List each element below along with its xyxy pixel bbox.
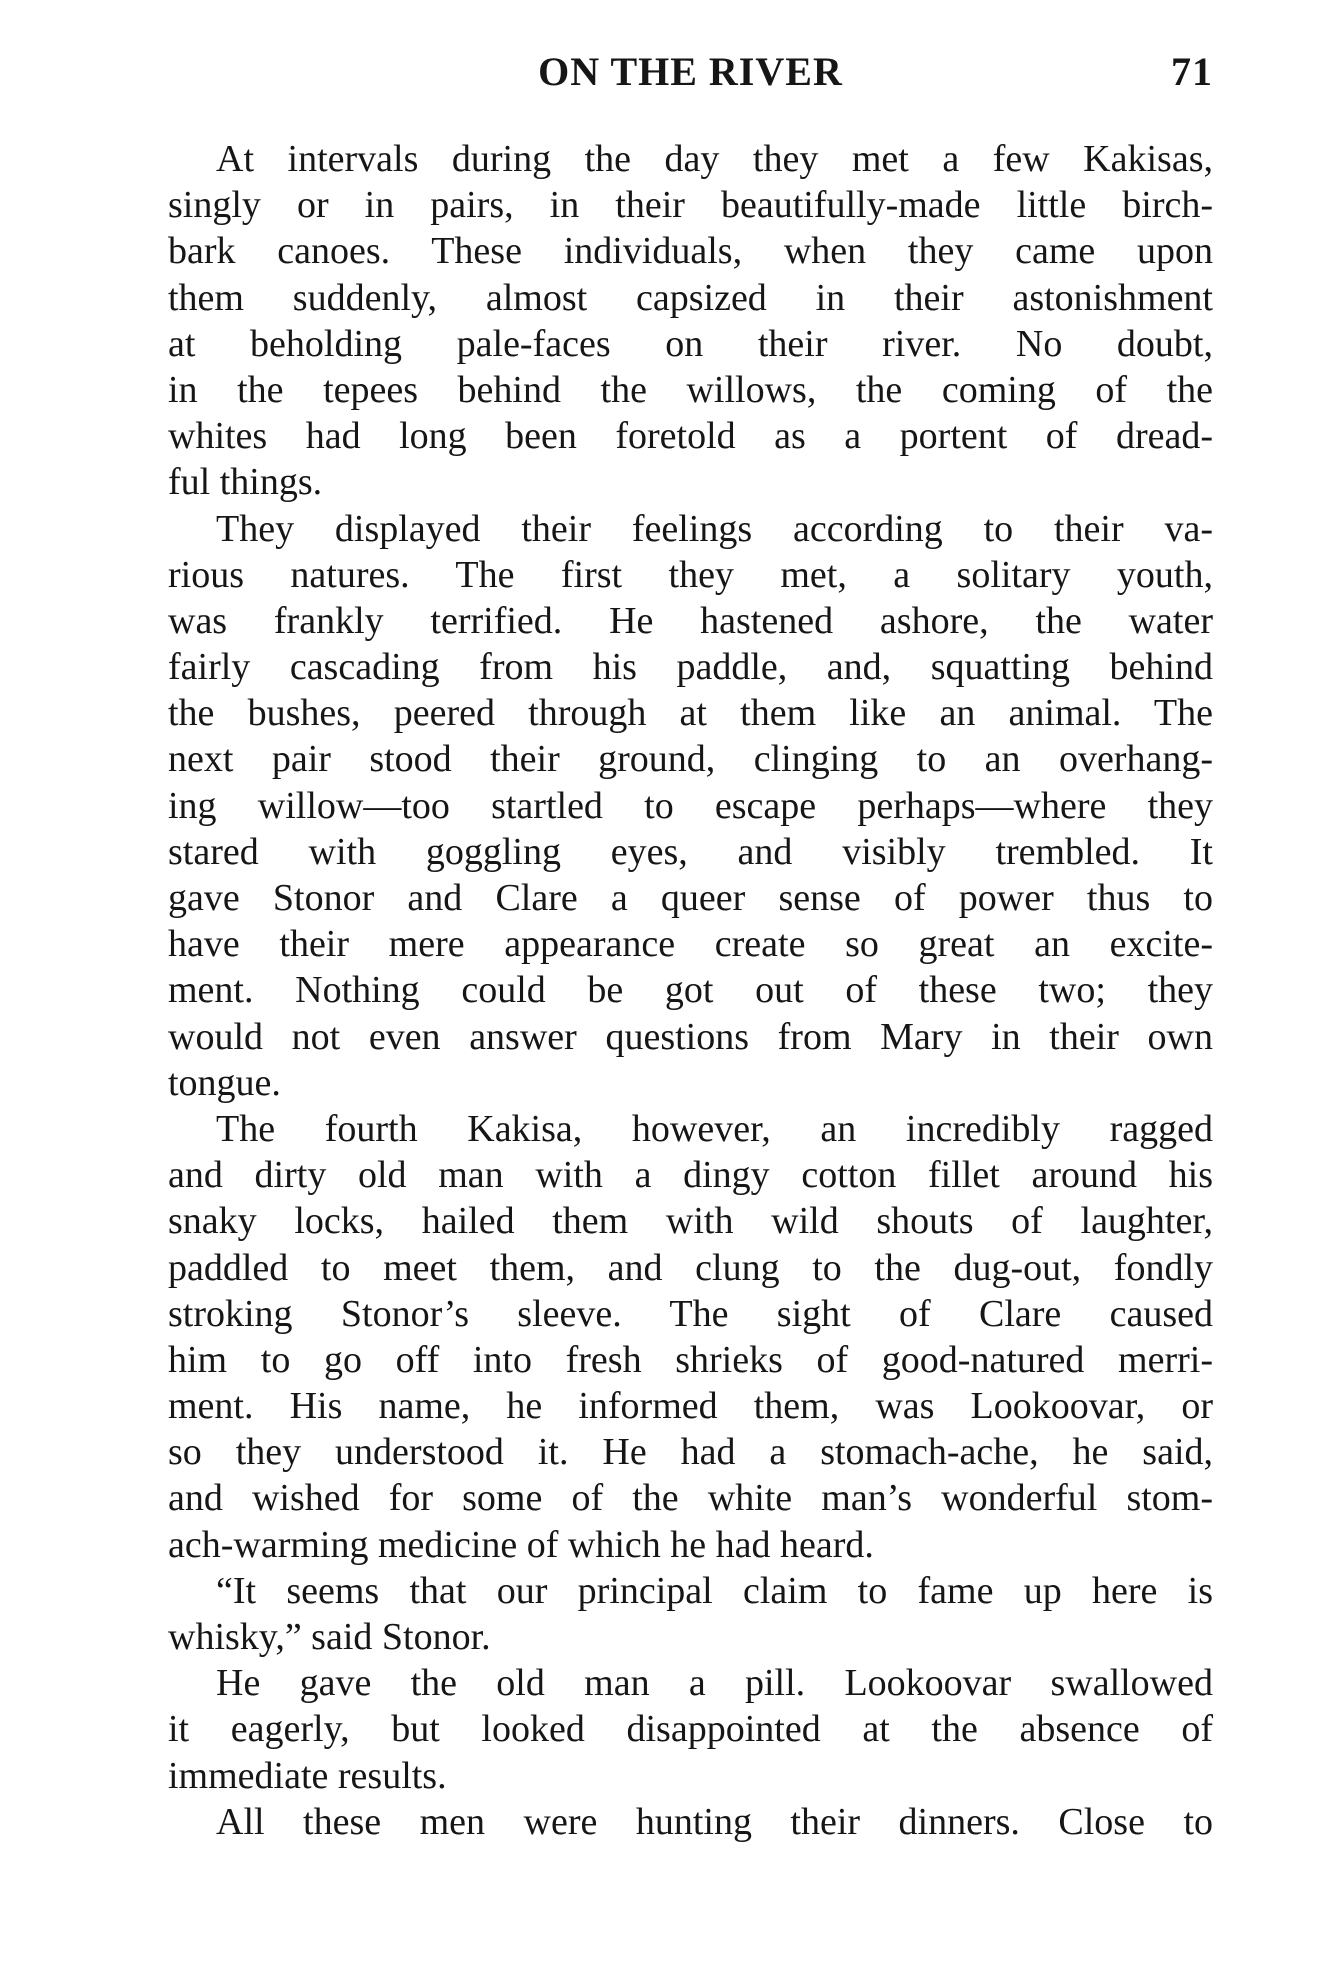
paragraph (168, 1799, 1213, 1845)
text-line: ing willow—too startled to escape perhaps—where they (168, 784, 1213, 827)
text-line: at beholding pale-faces on their river. No doubt, (168, 322, 1213, 365)
text-line: have their mere appearance create so great an excite- (168, 923, 1213, 966)
paragraph (168, 506, 1213, 1106)
text-line: He gave the old man a pill. Lookoovar swallowed (216, 1662, 1213, 1705)
text-line: The fourth Kakisa, however, an incredibly ragged (216, 1107, 1213, 1150)
page-number: 71 (1171, 49, 1213, 94)
paragraph (168, 1106, 1213, 1568)
text-line: him to go off into fresh shrieks of good-natured merri- (168, 1338, 1213, 1381)
text-line: immediate results. (168, 1754, 447, 1797)
paragraph (168, 1660, 1213, 1799)
text-line: ach-warming medicine of which he had heard. (168, 1523, 874, 1566)
running-head (168, 46, 1213, 98)
text-line: and dirty old man with a dingy cotton fillet around his (168, 1154, 1213, 1197)
book-page (168, 46, 1213, 1845)
text-line: whisky,” said Stonor. (168, 1616, 491, 1658)
text-line: the bushes, peered through at them like an animal. The (168, 692, 1213, 735)
text-line: stared with goggling eyes, and visibly trembled. It (168, 830, 1213, 873)
text-line: stroking Stonor’s sleeve. The sight of Clare caused (168, 1292, 1213, 1335)
body-text (168, 136, 1213, 1845)
paragraph (168, 1568, 1213, 1660)
text-line: was frankly terrified. He hastened ashore, the water (168, 599, 1213, 642)
text-line: They displayed their feelings according to their va- (216, 507, 1213, 550)
text-line: paddled to meet them, and clung to the dug-out, fondly (168, 1246, 1213, 1289)
text-line: At intervals during the day they met a few Kakisas, (216, 138, 1213, 180)
text-line: All these men were hunting their dinners. Close to (216, 1800, 1213, 1843)
text-line: “It seems that our principal claim to fame up here is (216, 1569, 1213, 1612)
text-line: ment. His name, he informed them, was Lookoovar, or (168, 1385, 1213, 1428)
text-line: and wished for some of the white man’s wonderful stom- (168, 1477, 1213, 1520)
text-line: it eagerly, but looked disappointed at the absence of (168, 1708, 1213, 1751)
running-title: ON THE RIVER (538, 49, 843, 94)
text-line: whites had long been foretold as a portent of dread- (168, 415, 1213, 458)
text-line: so they understood it. He had a stomach-ache, he said, (168, 1431, 1213, 1474)
text-line: singly or in pairs, in their beautifully-made little birch- (168, 184, 1213, 227)
text-line: next pair stood their ground, clinging to an overhang- (168, 738, 1213, 781)
text-line: would not even answer questions from Mary in their own (168, 1015, 1213, 1058)
paragraph (168, 136, 1213, 506)
text-line: fairly cascading from his paddle, and, squatting behind (168, 646, 1213, 689)
text-line: snaky locks, hailed them with wild shouts of laughter, (168, 1200, 1213, 1243)
text-line: them suddenly, almost capsized in their astonishment (168, 276, 1213, 319)
text-line: in the tepees behind the willows, the coming of the (168, 368, 1213, 411)
text-line: bark canoes. These individuals, when they came upon (168, 230, 1213, 273)
text-line: ment. Nothing could be got out of these two; they (168, 969, 1213, 1012)
text-line: tongue. (168, 1061, 281, 1104)
text-line: gave Stonor and Clare a queer sense of power thus to (168, 877, 1213, 919)
text-line: rious natures. The first they met, a solitary youth, (168, 553, 1213, 596)
text-line: ful things. (168, 461, 323, 504)
